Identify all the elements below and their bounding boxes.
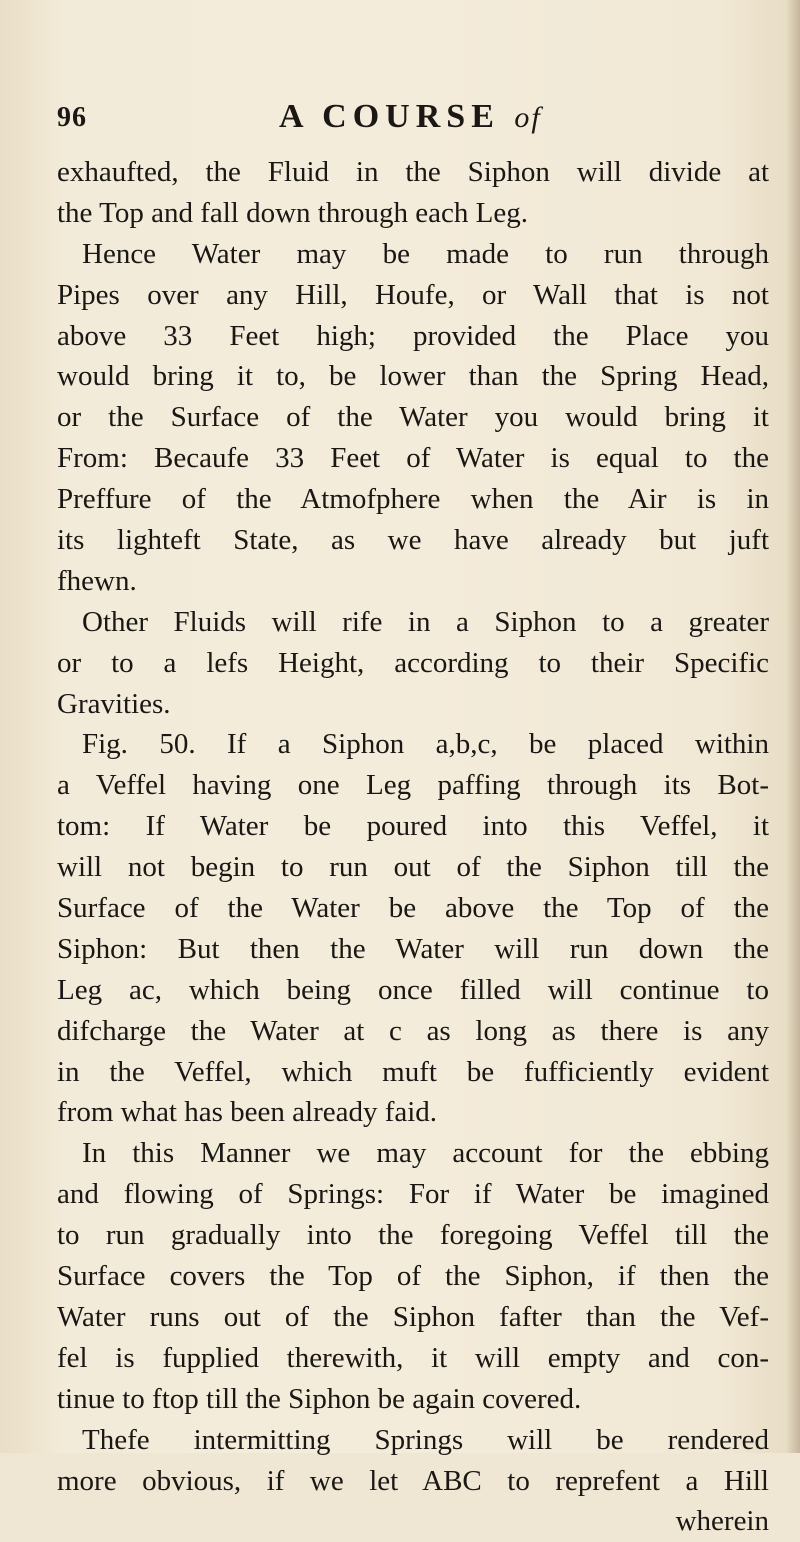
text-line: tom: If Water be poured into this Veffel, it [57, 810, 769, 843]
page-number: 96 [57, 102, 87, 133]
text-line: the Top and fall down through each Leg. [57, 196, 528, 229]
text-line: would bring it to, be lower than the Spring Head, [57, 360, 769, 393]
text-line: Thefe intermitting Springs will be rendered [82, 1423, 769, 1456]
text-line: Other Fluids will rife in a Siphon to a greater [82, 605, 769, 638]
text-line: will not begin to run out of the Siphon till the [57, 851, 769, 884]
text-line: Hence Water may be made to run through [82, 237, 769, 270]
text-line: Water runs out of the Siphon fafter than the Vef- [57, 1300, 769, 1333]
text-line: above 33 Feet high; provided the Place you [57, 319, 769, 352]
catchword: wherein [675, 1505, 769, 1538]
text-line: a Veffel having one Leg paffing through its Bot- [57, 769, 769, 802]
text-line: difcharge the Water at c as long as there is any [57, 1014, 769, 1047]
running-head-suffix: of [514, 101, 542, 134]
text-line: tinue to ftop till the Siphon be again covered. [57, 1382, 582, 1415]
text-line: in the Veffel, which muft be fufficiently evident [57, 1055, 769, 1088]
text-line: Pipes over any Hill, Houfe, or Wall that is not [57, 278, 769, 311]
text-line: or the Surface of the Water you would bring it [57, 401, 769, 434]
text-line: Surface of the Water be above the Top of the [57, 892, 769, 925]
text-line: Surface covers the Top of the Siphon, if then the [57, 1260, 769, 1293]
running-head-title: A COURSE [279, 98, 500, 135]
text-line: Siphon: But then the Water will run down the [57, 932, 769, 965]
text-line: and flowing of Springs: For if Water be imagined [57, 1178, 769, 1211]
page-header [57, 98, 757, 146]
text-line: its lighteft State, as we have already but juft [57, 524, 769, 557]
text-line: Gravities. [57, 687, 171, 720]
page-edge-shadow [786, 0, 800, 1453]
text-line: Fig. 50. If a Siphon a,b,c, be placed within [82, 728, 769, 761]
text-line: fhewn. [57, 564, 137, 597]
text-line: to run gradually into the foregoing Veffel till the [57, 1219, 769, 1252]
running-head [279, 98, 542, 136]
text-line: from what has been already faid. [57, 1096, 438, 1129]
text-line: Leg ac, which being once filled will continue to [57, 973, 769, 1006]
text-line: In this Manner we may account for the ebbing [82, 1137, 769, 1170]
text-line: more obvious, if we let ABC to reprefent a Hill [57, 1464, 769, 1497]
body-text [57, 152, 769, 1542]
text-line: Preffure of the Atmofphere when the Air is in [57, 483, 769, 516]
text-line: exhaufted, the Fluid in the Siphon will divide at [57, 156, 769, 188]
text-line: or to a lefs Height, according to their Specific [57, 646, 769, 679]
text-line: From: Becaufe 33 Feet of Water is equal to the [57, 442, 769, 475]
text-line: fel is fupplied therewith, it will empty and con- [57, 1341, 769, 1374]
